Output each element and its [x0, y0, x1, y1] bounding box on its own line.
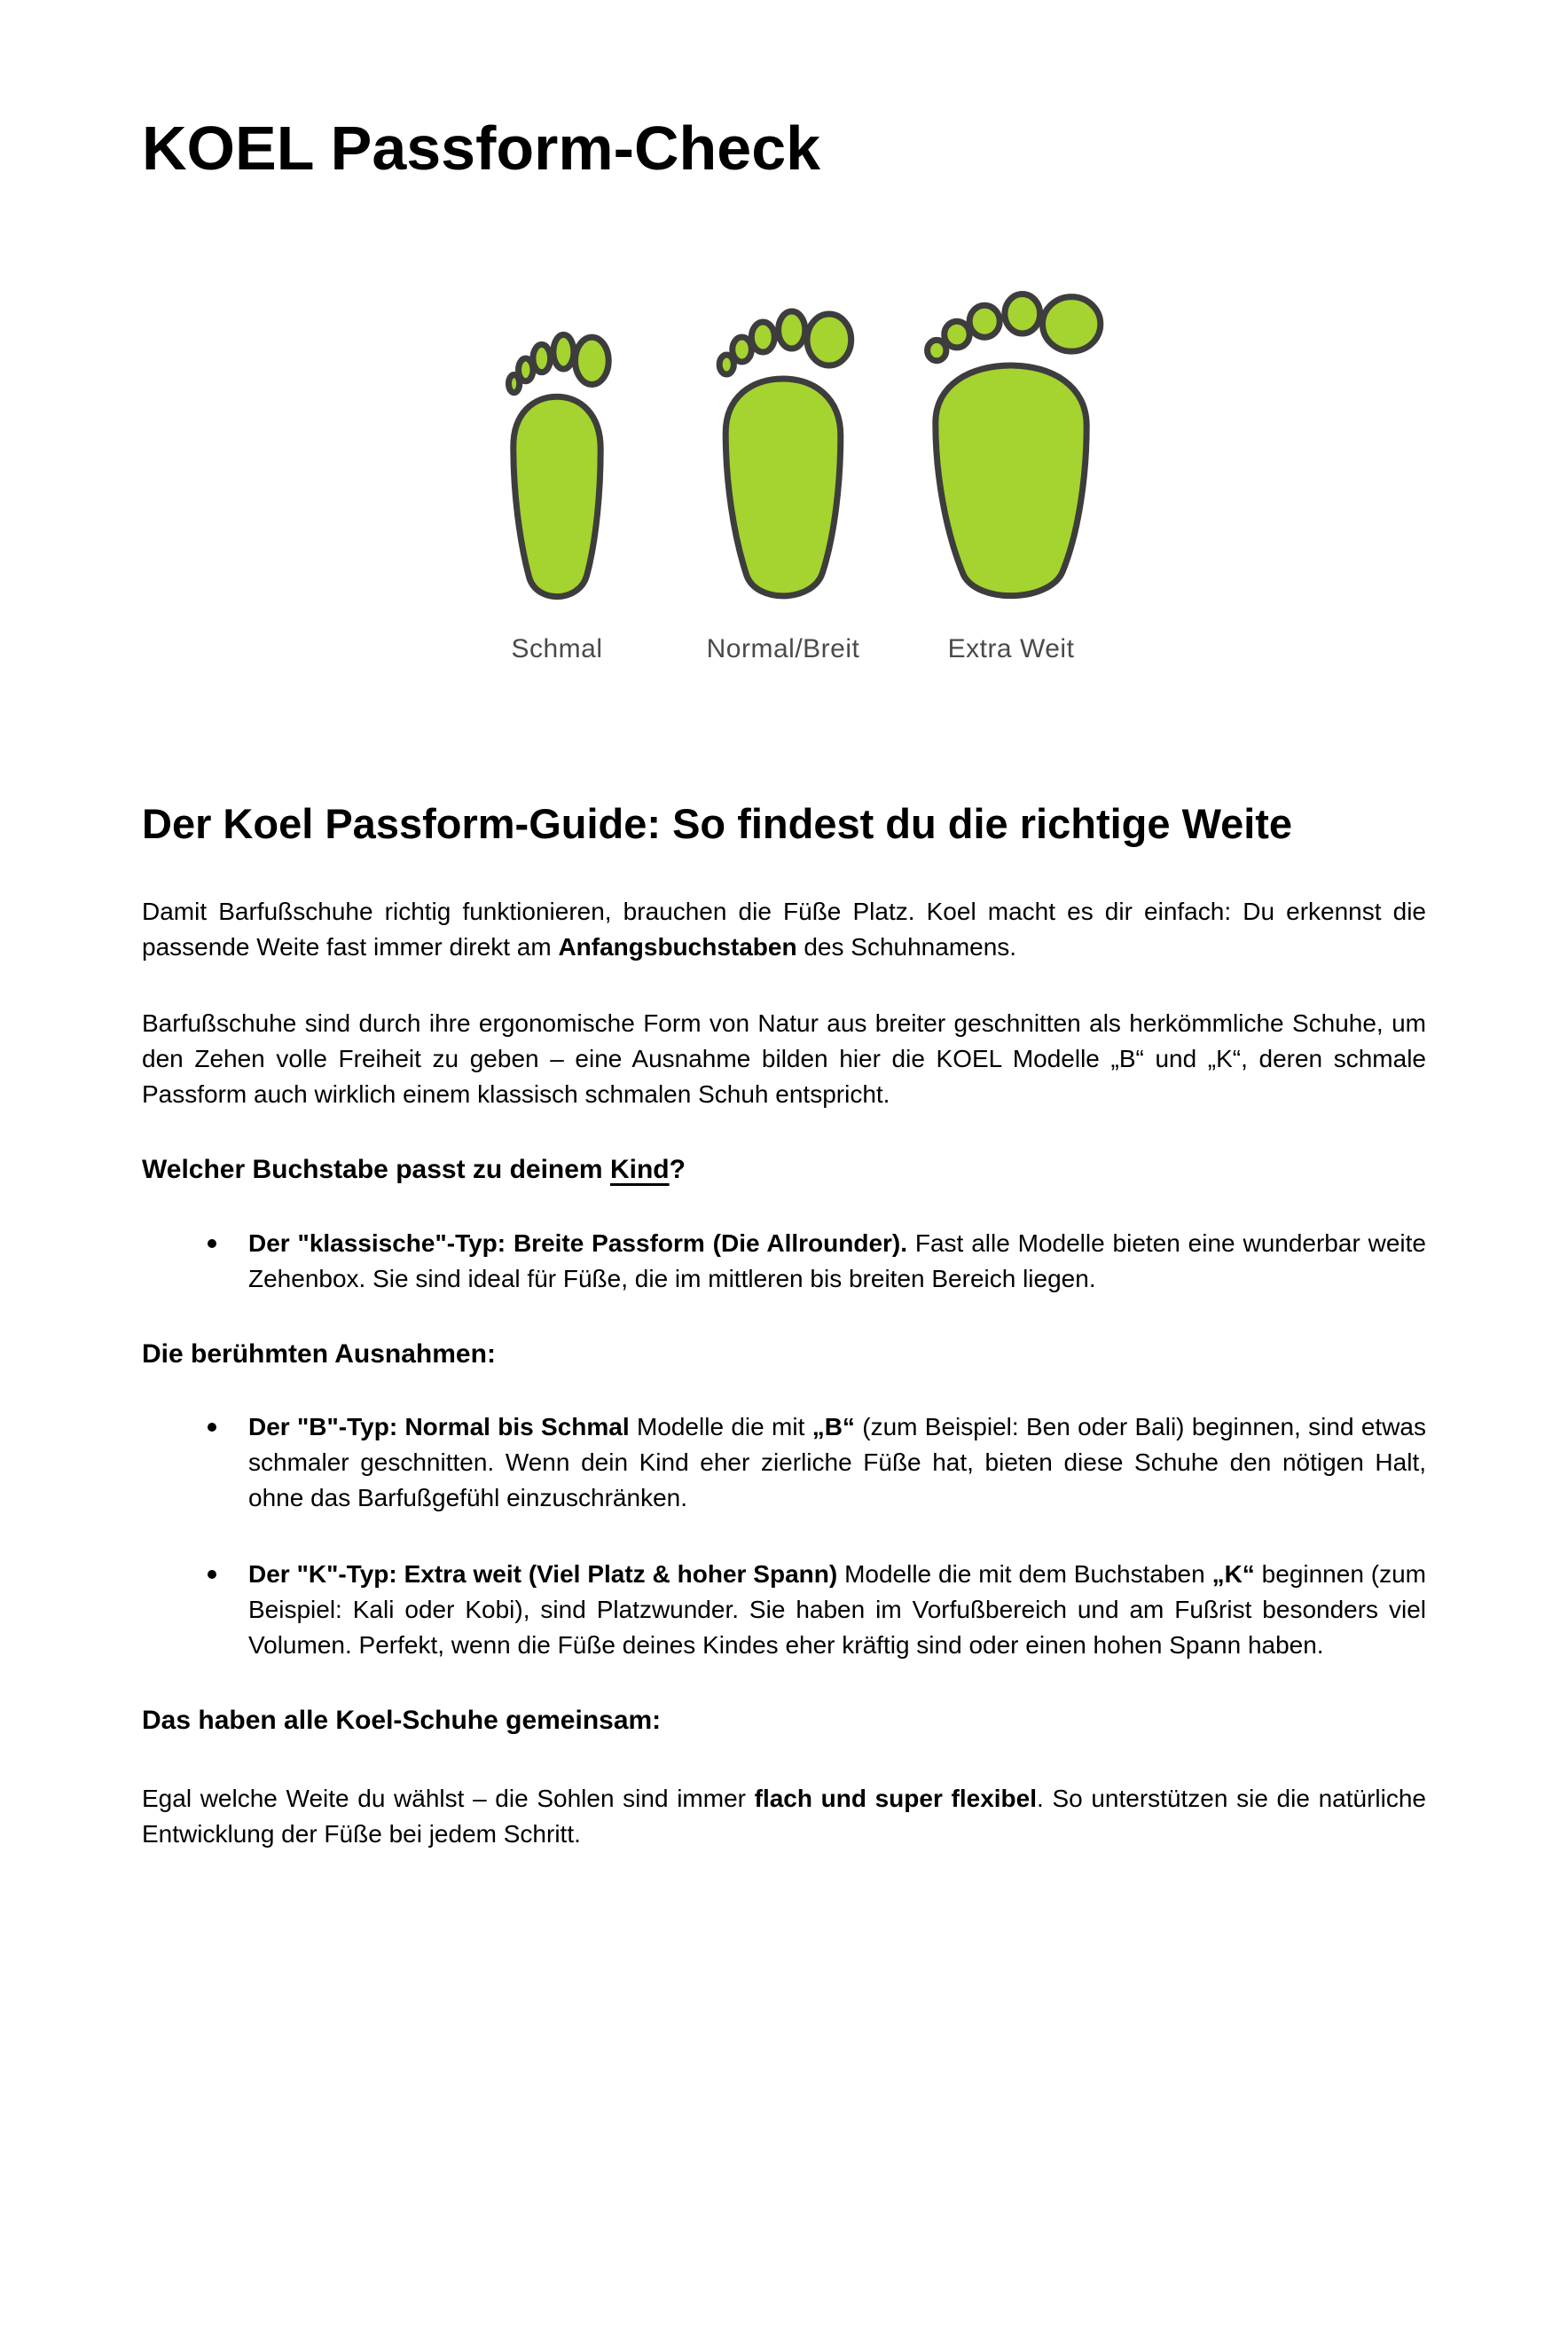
type-k-text: Modelle die mit dem Buchstaben	[837, 1560, 1212, 1589]
common-text-tail: . So unterstützen sie die natürliche Entwicklung der Füße bei jedem Schritt.	[142, 1784, 1426, 1848]
paragraph-shape-note: Barfußschuhe sind durch ihre ergonomische Form von Natur aus breiter geschnitten als herkömmliche Schuhe, um den Zehen volle Freiheit zu geben – eine Ausnahme bilden hier die KOEL Modelle „B“ und „K“, deren schmale Passform auch wirklich einem klassisch schmalen Schuh entspricht.	[142, 1009, 1426, 1109]
which-letter-underlined: Kind	[609, 1155, 670, 1185]
list-item-classic	[248, 1226, 1426, 1297]
classic-text: Fast alle Modelle bieten eine wunderbar weite Zehenbox. Sie sind ideal für Füße, die im mittleren bis breiten Bereich liegen.	[248, 1228, 1426, 1292]
heading-exceptions: Die berühmten Ausnahmen:	[142, 1338, 496, 1369]
footprint-schmal-icon	[508, 335, 608, 597]
foot-label-normal: Normal/Breit	[706, 634, 860, 664]
type-b-text-tail: (zum Beispiel: Ben oder Bali) beginnen, sind etwas schmaler geschnitten. Wenn dein Kind eher zierliche Füße hat, bieten diese Schuhe den nötigen Halt, ohne das Barfußgefühl einzuschränken.	[248, 1413, 1426, 1512]
intro-text: Damit Barfußschuhe richtig funktionieren, brauchen die Füße Platz. Koel macht es dir einfach: Du erkennst die passende Weite fast immer direkt am	[142, 898, 1426, 961]
footprint-normal-icon	[719, 311, 851, 596]
intro-bold-anfangsbuchstaben: Anfangsbuchstaben	[558, 933, 797, 961]
heading-which-letter	[142, 1155, 1426, 1186]
list-exceptions	[142, 1409, 1426, 1663]
type-b-lead-bold: Der "B"-Typ: Normal bis Schmal	[248, 1413, 630, 1441]
list-item-type-b	[248, 1409, 1426, 1516]
foot-width-illustration	[363, 236, 1205, 768]
type-b-text: Modelle die mit	[629, 1413, 812, 1441]
classic-lead-bold: Der "klassische"-Typ: Breite Passform (Die Allrounder).	[248, 1228, 908, 1257]
heading-common: Das haben alle Koel-Schuhe gemeinsam:	[142, 1706, 662, 1736]
document-page	[0, 114, 1568, 1852]
common-text: Egal welche Weite du wählst – die Sohlen sind immer	[142, 1784, 755, 1812]
list-classic-type	[142, 1226, 1426, 1297]
list-item-type-k	[248, 1557, 1426, 1663]
which-letter-post: ?	[669, 1155, 686, 1185]
paragraph-intro	[142, 894, 1426, 965]
type-k-letter-bold: „K“	[1211, 1560, 1255, 1589]
foot-label-schmal: Schmal	[511, 634, 603, 664]
page-title: KOEL Passform-Check	[142, 114, 821, 183]
which-letter-pre: Welcher Buchstabe passt zu deinem	[142, 1155, 610, 1185]
type-k-lead-bold: Der "K"-Typ: Extra weit (Viel Platz & hoher Spann)	[248, 1560, 838, 1589]
type-b-letter-bold: „B“	[811, 1413, 855, 1441]
paragraph-common	[142, 1781, 1426, 1852]
footprint-extraweit-icon	[928, 294, 1101, 596]
common-bold-flexibel: flach und super flexibel	[754, 1784, 1037, 1812]
foot-label-extraweit: Extra Weit	[947, 634, 1075, 664]
intro-text-tail: des Schuhnamens.	[796, 933, 1017, 961]
footprints-svg	[363, 236, 1205, 768]
guide-heading: Der Koel Passform-Guide: So findest du die richtige Weite	[142, 800, 1293, 848]
type-k-text-tail: beginnen (zum Beispiel: Kali oder Kobi), sind Platzwunder. Sie haben im Vorfußbereich und am Fußrist besonders viel Volumen. Perfekt, wenn die Füße deines Kindes eher kräftig sind oder einen hohen Spann haben.	[248, 1560, 1426, 1660]
